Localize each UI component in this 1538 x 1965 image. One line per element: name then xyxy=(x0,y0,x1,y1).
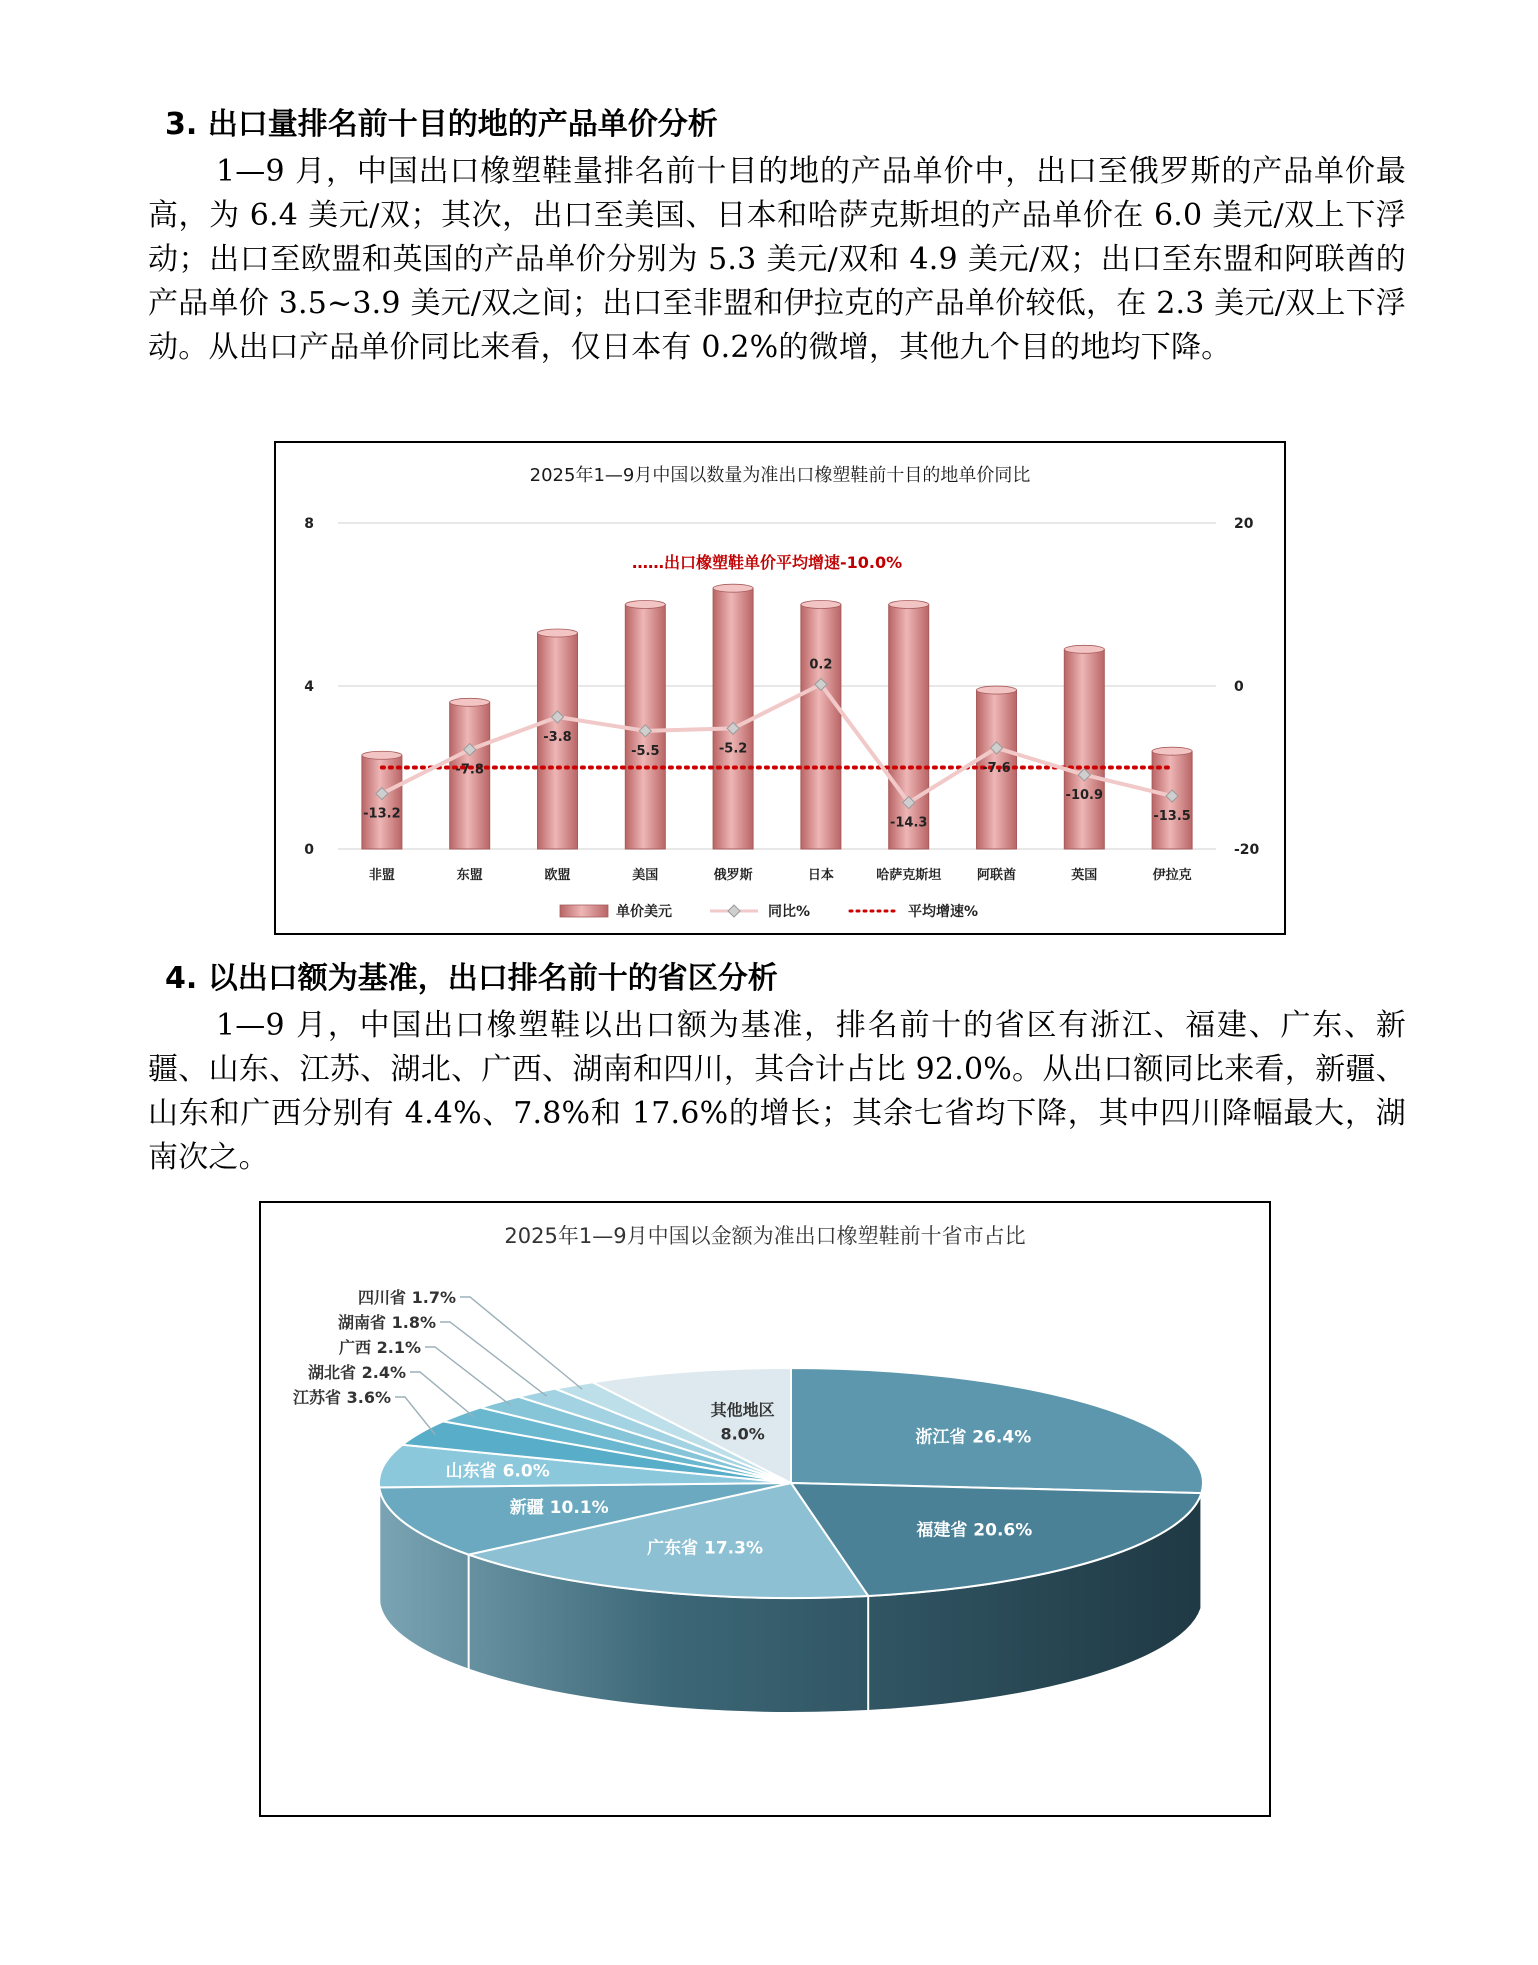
category-label: 美国 xyxy=(632,868,659,883)
category-label: 俄罗斯 xyxy=(713,868,753,883)
price-bar-cap xyxy=(538,629,578,637)
section-3-paragraph: 1—9 月，中国出口橡塑鞋量排名前十目的地的产品单价中，出口至俄罗斯的产品单价最高，为 6.4 美元/双；其次，出口至美国、日本和哈萨克斯坦的产品单价在 6.0 美元/双上下浮动；出口至欧盟和英国的产品单价分别为 5.3 美元/双和 4.9 美元/双；出口至东盟和阿联酋的产品单价 3.5~3.9 美元/双之间；出口至非盟和伊拉克的产品单价较低，在 2.3 美元/双上下浮动。从出口产品单价同比来看，仅日本有 0.2%的微增，其他九个目的地均下降。 xyxy=(148,154,1406,365)
pie-slices xyxy=(379,1368,1203,1598)
price-bar-cap xyxy=(713,584,753,592)
right-axis-tick-label: 20 xyxy=(1234,516,1254,532)
category-label: 非盟 xyxy=(368,868,395,883)
yoy-polyline xyxy=(382,684,1172,802)
left-axis-tick-label: 8 xyxy=(304,516,314,532)
province-share-chart-svg xyxy=(261,1203,1269,1815)
pie-slice-label: 福建省 20.6% xyxy=(916,1520,1033,1541)
yoy-data-label: 0.2 xyxy=(809,657,833,673)
price-bar-cap xyxy=(1152,747,1192,755)
category-label: 欧盟 xyxy=(544,868,571,883)
price-bar-cap xyxy=(977,686,1017,694)
unit-price-chart-title: 2025年1—9月中国以数量为准出口橡塑鞋前十目的地单价同比 xyxy=(529,465,1031,486)
pie-slice-label: 浙江省 26.4% xyxy=(915,1427,1032,1448)
right-axis-tick-label: 0 xyxy=(1234,679,1244,695)
unit-price-chart xyxy=(274,441,1286,935)
pie-slice-label: 广东省 17.3% xyxy=(647,1538,764,1559)
pie-slice-label: 新疆 10.1% xyxy=(509,1497,609,1518)
chart-legend xyxy=(560,903,978,920)
section-3-heading: 3. 出口量排名前十目的地的产品单价分析 xyxy=(165,107,718,142)
yoy-data-label: -7.6 xyxy=(982,760,1011,776)
yoy-data-label: -13.2 xyxy=(363,806,401,822)
price-bars xyxy=(362,584,1192,849)
category-label: 英国 xyxy=(1071,868,1098,883)
province-share-chart xyxy=(259,1201,1271,1817)
section-4-heading: 4. 以出口额为基准，出口排名前十的省区分析 xyxy=(165,961,778,996)
pie-outside-label: 湖北省 2.4% xyxy=(308,1363,406,1382)
category-label: 阿联酋 xyxy=(976,868,1017,883)
pie-slice-label: 8.0% xyxy=(720,1424,765,1444)
pie-leader-line xyxy=(410,1372,474,1417)
yoy-data-label: -14.3 xyxy=(889,815,928,831)
pie-outside-label: 四川省 1.7% xyxy=(358,1288,456,1307)
price-bar xyxy=(801,605,841,850)
price-bar-cap xyxy=(1064,645,1104,653)
pie-leader-line xyxy=(425,1347,510,1405)
pie-slice-label: 山东省 6.0% xyxy=(445,1461,550,1482)
category-label: 哈萨克斯坦 xyxy=(876,868,942,883)
pie-slice-label: 其他地区 xyxy=(710,1400,775,1420)
yoy-data-label: -5.2 xyxy=(718,741,748,757)
category-labels xyxy=(369,867,1192,883)
legend-swatch-marker xyxy=(728,905,740,917)
right-axis-tick-label: -20 xyxy=(1234,842,1260,858)
price-bar xyxy=(889,605,929,850)
category-label: 伊拉克 xyxy=(1152,868,1192,883)
unit-price-chart-svg xyxy=(276,443,1284,933)
price-bar-cap xyxy=(362,751,402,759)
yoy-data-label: -10.9 xyxy=(1065,787,1104,803)
price-bar-cap xyxy=(889,601,929,609)
yoy-data-label: -3.8 xyxy=(543,729,572,745)
left-axis-tick-label: 4 xyxy=(304,679,314,695)
average-growth-annotation: ……出口橡塑鞋单价平均增速-10.0% xyxy=(632,553,903,572)
price-bar-cap xyxy=(625,601,665,609)
legend-label: 同比% xyxy=(768,904,811,920)
price-bar xyxy=(713,588,753,849)
category-label: 东盟 xyxy=(456,868,483,883)
yoy-data-label: -5.5 xyxy=(631,743,660,759)
price-bar-cap xyxy=(450,698,490,706)
yoy-data-label: -7.8 xyxy=(455,762,484,778)
price-bar xyxy=(1064,649,1104,849)
pie-outside-label: 江苏省 3.6% xyxy=(293,1388,391,1407)
pie-leader-line xyxy=(440,1322,547,1396)
section-4-paragraph: 1—9 月，中国出口橡塑鞋以出口额为基准，排名前十的省区有浙江、福建、广东、新疆、山东、江苏、湖北、广西、湖南和四川，其合计占比 92.0%。从出口额同比来看，新疆、山东和广西分别有 4.4%、7.8%和 17.6%的增长；其余七省均下降，其中四川降幅最大，湖南次之。 xyxy=(148,1008,1406,1175)
legend-label: 单价美元 xyxy=(616,904,672,920)
category-label: 日本 xyxy=(807,868,834,883)
left-axis-tick-label: 0 xyxy=(304,842,314,858)
legend-swatch-bar xyxy=(560,905,608,917)
pie-outside-label: 广西 2.1% xyxy=(339,1338,421,1357)
pie-outside-label: 湖南省 1.8% xyxy=(338,1313,436,1332)
price-bar-cap xyxy=(801,601,841,609)
yoy-data-label: -13.5 xyxy=(1153,809,1191,825)
legend-label: 平均增速% xyxy=(908,904,979,920)
province-share-chart-title: 2025年1—9月中国以金额为准出口橡塑鞋前十省市占比 xyxy=(504,1224,1026,1248)
